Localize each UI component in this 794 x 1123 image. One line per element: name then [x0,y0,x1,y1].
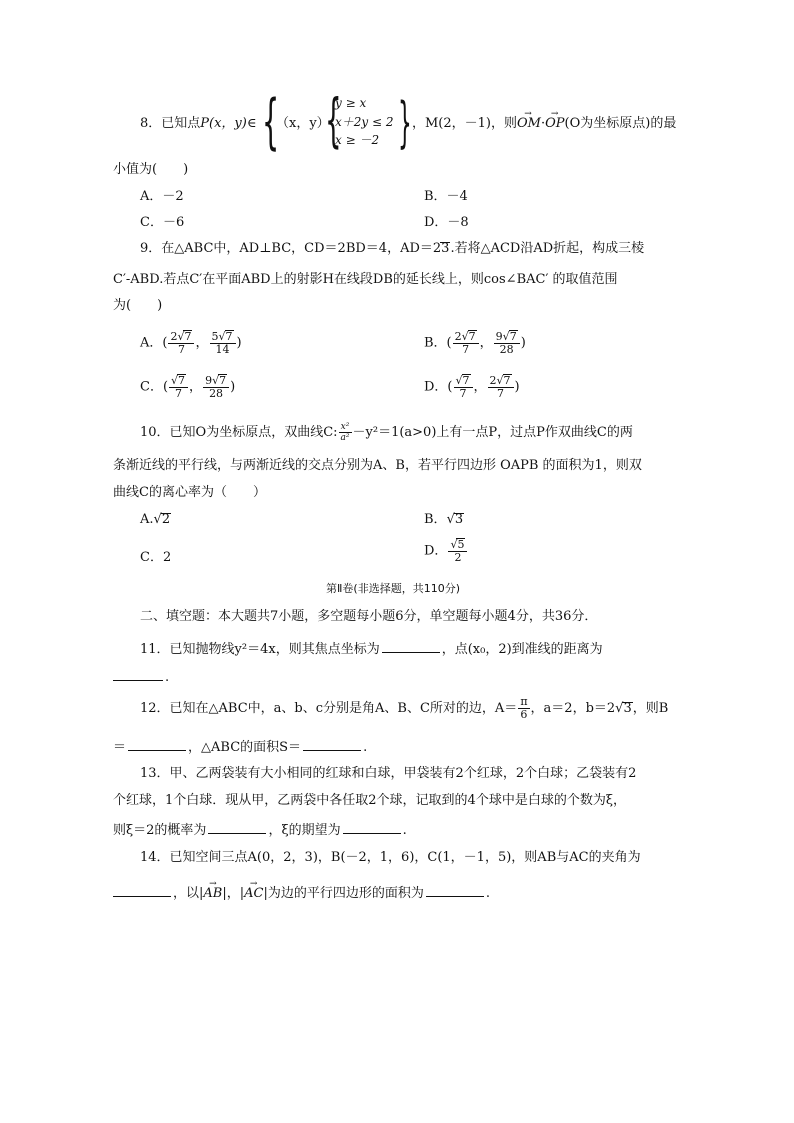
frac-r5-2: $\frac{√5}{2}$ [448,538,467,564]
frac-2r7-7: $\frac{2√7}{7}$ [168,330,194,356]
blank-q11-2[interactable] [113,668,163,681]
q9-line1: 9．在△ABC中，AD⊥BC，CD＝2BD＝4，AD＝23.若将△ACD沿AD折起，构成三棱 [140,241,645,256]
q8-set-vars: （x，y） [276,116,330,131]
q10-option-d: D． $\frac{√5}{2}$ [424,538,468,565]
condition-2: x＋2y ≤ 2 [335,115,394,129]
vector-ab: → AB [203,886,222,902]
frac-r7-7: $\frac{√7}{7}$ [454,374,473,400]
blank-q13-2[interactable] [343,821,401,834]
system-brace: { [325,86,342,154]
condition-1: y ≥ x [335,96,367,110]
blank-q12-2[interactable] [303,738,361,751]
frac-2r7-7: $\frac{2√7}{7}$ [488,374,514,400]
frac-r7-7: $\frac{√7}{7}$ [169,374,188,400]
q9-option-a: A．( $\frac{2√7}{7}$ ， $\frac{5√7}{14}$ ) [140,330,242,356]
set-brace-right: } [398,91,412,154]
q9-option-c: C．( $\frac{√7}{7}$ ， $\frac{9√7}{28}$ ) [140,374,236,400]
blank-q11-1[interactable] [382,640,440,653]
q11-line1: 11．已知抛物线y²＝4x，则其焦点坐标为 ，点(x₀，2)到准线的距离为 [140,642,603,657]
frac-9r7-28: $\frac{9√7}{28}$ [203,374,229,400]
q8-option-c: C．－6 [140,215,185,230]
condition-3: x ≥ －2 [335,133,380,147]
q10-option-a: A.√2 [140,512,171,527]
q9-option-b: B．( $\frac{2√7}{7}$ ， $\frac{9√7}{28}$ ) [424,330,526,356]
q11-line2: . [113,668,169,686]
q14-line1: 14．已知空间三点A(0，2，3)，B(－2，1，6)，C(1，－1，5)，则AB与AC的夹角为 [140,850,641,865]
blank-q14-2[interactable] [426,884,484,897]
frac-pi-6: $\frac{\pi}{6}$ [520,695,528,721]
q10-option-b: B．√3 [424,512,464,527]
q12-line2: ＝ ，△ABC的面积S＝ . [113,740,368,755]
q10-line1: 10．已知O为坐标原点，双曲线C: $\frac{\text{x²}}{\text{a²}}$ －y²＝1(a>0)上有一点P，过点P作双曲线C的两 [140,422,633,443]
q13-line3: 则ξ＝2的概率为 ，ξ的期望为 . [113,823,407,838]
q9-line3: 为( ) [113,298,163,313]
sqrt-3: 3 [441,241,450,256]
set-brace-left: { [262,87,280,157]
q10-line3: 曲线C的离心率为（ ） [113,485,266,500]
q13-line1: 13．甲、乙两袋装有大小相同的红球和白球，甲袋装有2个红球，2个白球；乙袋装有2 [140,766,637,781]
frac-x2-a2: $\frac{\text{x²}}{\text{a²}}$ [340,422,350,443]
q13-line2: 个红球，1个白球．现从甲，乙两袋中各任取2个球，记取到的4个球中是白球的个数为ξ， [113,793,626,808]
blank-q12-1[interactable] [128,738,186,751]
q8-option-a: A．－2 [140,189,184,204]
vector-ac: → AC [244,886,263,902]
blank-q14-1[interactable] [113,884,171,897]
q8-line2: 小值为( ) [113,162,189,177]
frac-5r7-14: $\frac{5√7}{14}$ [210,330,236,356]
q8-option-d: D．－8 [424,215,469,230]
part2-title: 第Ⅱ卷(非选择题，共110分) [326,582,460,595]
q8-line1-start: 8．已知点P(x，y)∈ [140,116,257,131]
vector-op: → OP [545,116,564,132]
q10-line2: 条渐近线的平行线，与两渐近线的交点分别为A、B，若平行四边形 OAPB 的面积为1，则双 [113,458,642,473]
q14-line2: ，以|→ AB|，|→ AC|为边的平行四边形的面积为 . [113,884,490,902]
q8-option-b: B．－4 [424,189,468,204]
q8-line1-end: ，M(2，－1)，则→ OM·→ OP(O为坐标原点)的最 [412,116,676,132]
section2-heading: 二、填空题：本大题共7小题，多空题每小题6分，单空题每小题4分，共36分． [140,609,598,624]
frac-9r7-28: $\frac{9√7}{28}$ [494,330,520,356]
vector-om: → OM [517,116,541,132]
q9-option-d: D．( $\frac{√7}{7}$ ， $\frac{2√7}{7}$ ) [424,374,520,400]
blank-q13-1[interactable] [208,821,266,834]
frac-2r7-7: $\frac{2√7}{7}$ [453,330,479,356]
q12-line1: 12．已知在△ABC中，a、b、c分别是角A、B、C所对的边，A＝ $\frac{\pi}{6}$ ，a＝2，b＝2√3，则B [140,695,669,721]
q10-option-c: C．2 [140,550,172,565]
q9-line2: C′-ABD.若点C′在平面ABD上的射影H在线段DB的延长线上，则cos∠BAC′ 的取值范围 [113,272,618,287]
